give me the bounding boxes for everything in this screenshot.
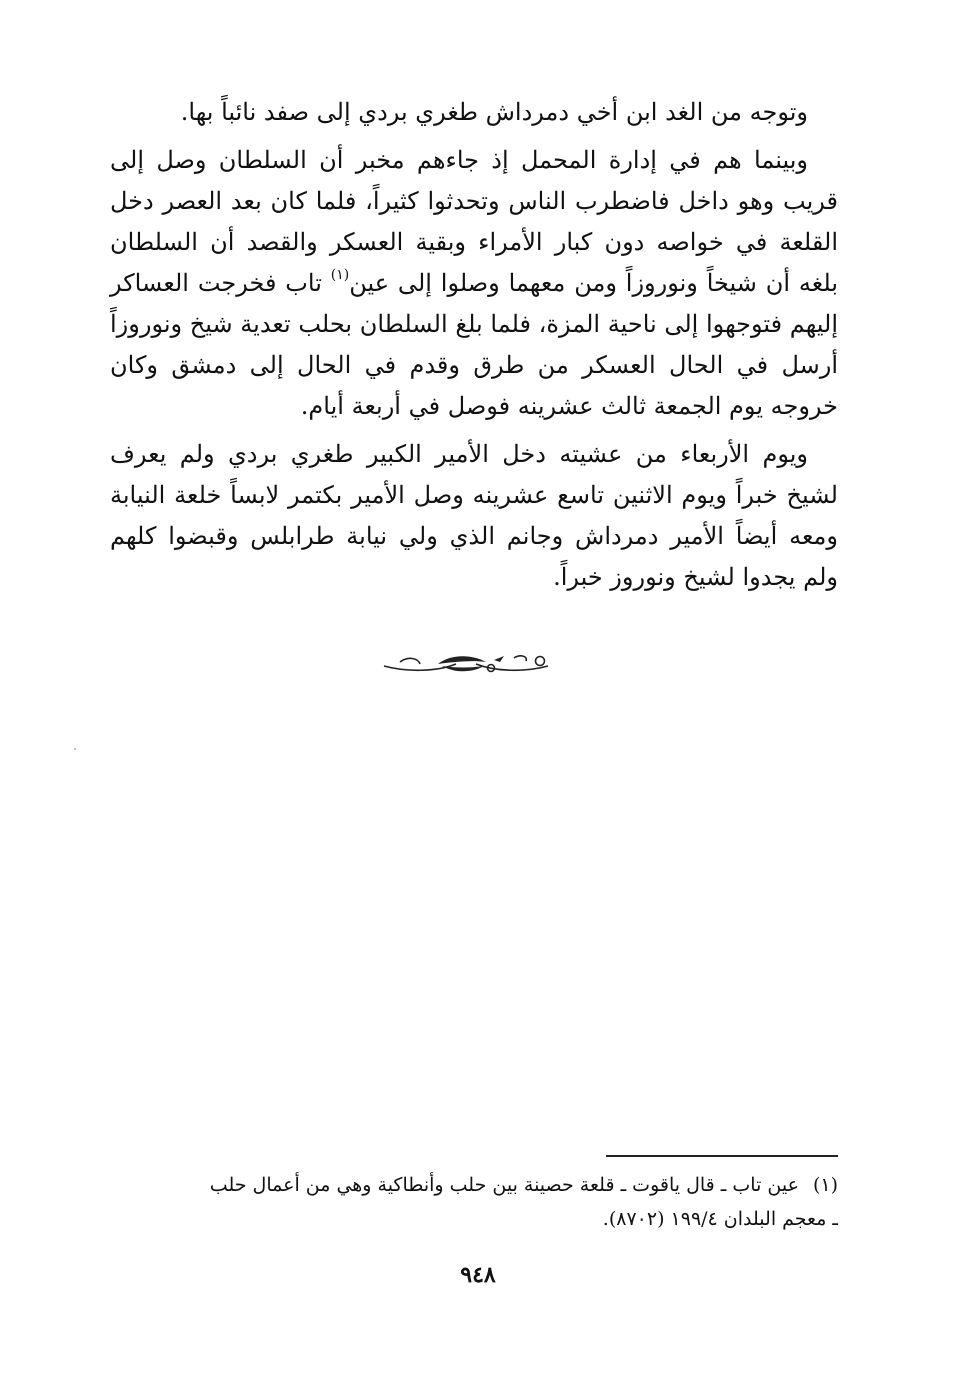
footnote-text-line-2: ـ معجم البلدان ١٩٩/٤ (٨٧٠٢). [602, 1208, 838, 1230]
page-number: ٩٤٨ [460, 1262, 496, 1288]
floral-divider-icon [376, 646, 556, 682]
paragraph-1: وتوجه من الغد ابن أخي دمرداش طغري بردي إلى صفد نائباً بها. [180, 98, 808, 126]
paragraph-2-part-1: وبينما هم في إدارة المحمل إذ جاءهم مخبر أن السلطان وصل إلى قريب وهو داخل فاضطرب الناس وتحدثوا كثيراً، فلما كان بعد العصر دخل القلعة في خواصه دون كبار الأمراء وبقية العسكر والقصد أن السلطان بلغه أن شيخاً ونوروزاً ومن معهما وصلوا إلى عين [110, 146, 839, 297]
footnote-number: (١) [812, 1174, 838, 1196]
footnote-reference: (١) [330, 267, 350, 283]
footnote-1 [98, 1168, 838, 1202]
main-text [110, 92, 838, 605]
footnote-divider [606, 1155, 838, 1157]
margin-mark [74, 748, 76, 750]
paragraph-2 [110, 140, 838, 427]
paragraph-2-part-2: تاب فخرجت العساكر إليهم فتوجهوا إلى ناحية المزة، فلما بلغ السلطان بحلب تعدية شيخ ونوروزاً أرسل في الحال العسكر من طرق وقدم في الحال إلى دمشق وكان خروجه يوم الجمعة ثالث عشرينه فوصل في أربعة أيام. [110, 269, 838, 420]
paragraph-3: ويوم الأربعاء من عشيته دخل الأمير الكبير طغري بردي ولم يعرف لشيخ خبراً ويوم الاثنين تاسع عشرينه وصل الأمير بكتمر لابساً خلعة النيابة ومعه أيضاً الأمير دمرداش وجانم الذي ولي نيابة طرابلس وقبضوا كلهم ولم يجدوا لشيخ ونوروز خبراً. [110, 440, 838, 591]
footnote-text-line-1: عين تاب ـ قال ياقوت ـ قلعة حصينة بين حلب وأنطاكية وهي من أعمال حلب [209, 1174, 799, 1196]
footnotes [98, 1168, 838, 1236]
